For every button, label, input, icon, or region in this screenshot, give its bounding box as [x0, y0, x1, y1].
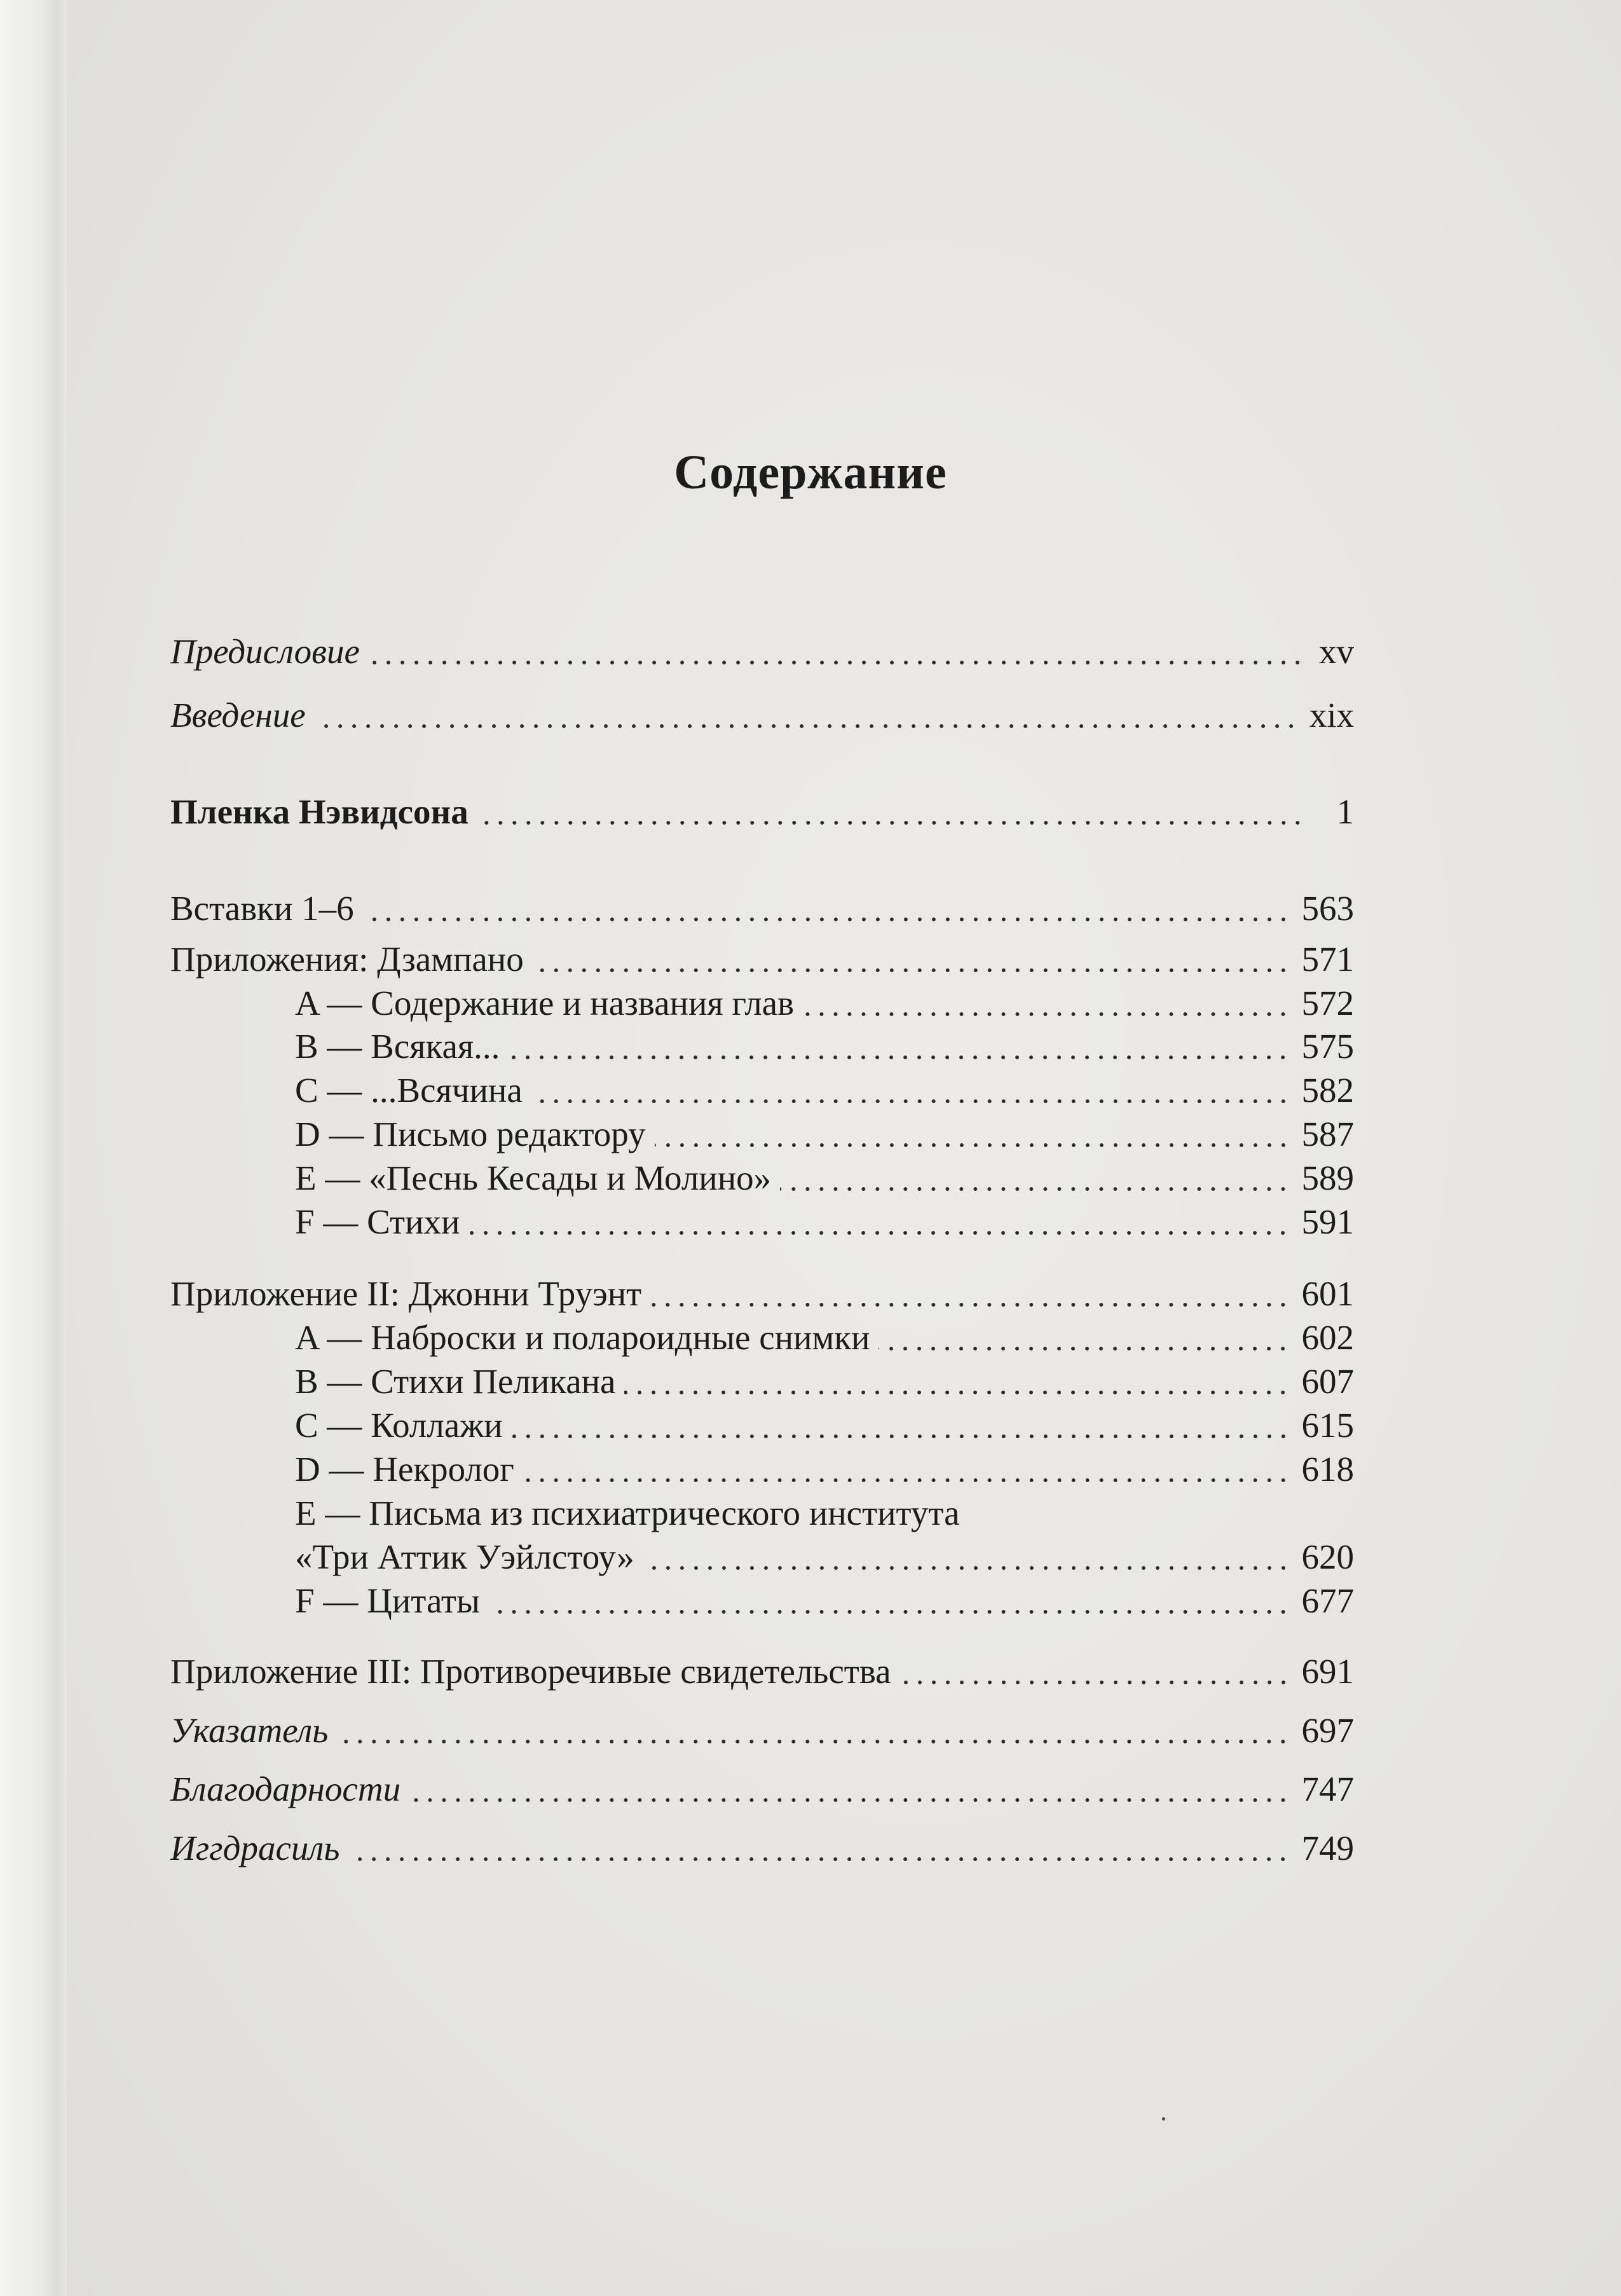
toc-entry-page: 601 [1301, 1274, 1354, 1313]
toc-entry-navidson-record[interactable] [170, 790, 1354, 834]
toc-entry-page: 572 [1301, 984, 1354, 1022]
toc-entry-page: 697 [1301, 1711, 1354, 1750]
toc-subentry[interactable] [170, 1156, 1354, 1200]
dot-leader [780, 1187, 1290, 1191]
dot-leader [489, 1610, 1290, 1614]
dot-leader [650, 1303, 1290, 1307]
paper-speck [1162, 2117, 1165, 2121]
toc-entry-preface[interactable] [170, 629, 1354, 674]
toc-entry-index[interactable] [170, 1708, 1354, 1753]
toc-subentry[interactable] [170, 1112, 1354, 1157]
toc-subentry[interactable] [170, 1403, 1354, 1448]
toc-entry-page: 1 [1336, 792, 1354, 831]
toc-subentry[interactable] [170, 1359, 1354, 1404]
toc-entry-label: Благодарности [170, 1770, 401, 1808]
toc-entry-page: xix [1309, 696, 1354, 734]
toc-entry-page: 677 [1301, 1581, 1354, 1620]
toc-subentry[interactable] [170, 1535, 1354, 1579]
toc-subentry[interactable] [170, 1200, 1354, 1244]
toc-subentry[interactable] [170, 1068, 1354, 1113]
toc-subentry[interactable] [170, 1447, 1354, 1492]
toc-entry-appendix-truant[interactable] [170, 1272, 1354, 1316]
toc-entry-page: 589 [1301, 1158, 1354, 1197]
dot-leader [624, 1391, 1290, 1394]
dot-leader [900, 1681, 1290, 1684]
toc-entry-page: 615 [1301, 1406, 1354, 1445]
dot-leader [409, 1798, 1290, 1802]
toc-entry-acknowledgments[interactable] [170, 1767, 1354, 1811]
toc-entry-page: 618 [1301, 1450, 1354, 1488]
toc-entry-page: 582 [1301, 1071, 1354, 1110]
dot-leader [803, 1012, 1290, 1016]
toc-entry-label: F — Цитаты [295, 1581, 480, 1620]
toc-entry-exhibits[interactable] [170, 886, 1354, 931]
toc-entry-page: 620 [1301, 1537, 1354, 1576]
toc-entry-appendix-zampano[interactable] [170, 937, 1354, 982]
toc-entry-appendix-contrary[interactable] [170, 1649, 1354, 1694]
toc-entry-label: Указатель [170, 1711, 329, 1750]
toc-entry-label: Вставки 1–6 [170, 889, 354, 928]
toc-entry-page: 587 [1301, 1115, 1354, 1153]
toc-entry-label: F — Стихи [295, 1202, 460, 1241]
dot-leader [523, 1478, 1290, 1482]
toc-entry-label: Введение [170, 696, 306, 734]
page-edge [0, 0, 67, 2296]
toc-entry-page: 591 [1301, 1202, 1354, 1241]
toc-subentry[interactable] [170, 1024, 1354, 1069]
toc-entry-page: 571 [1301, 940, 1354, 979]
toc-entry-label: A — Наброски и полароидные снимки [295, 1318, 870, 1357]
toc-entry-introduction[interactable] [170, 693, 1354, 738]
toc-entry-label: «Три Аттик Уэйлстоу» [295, 1537, 634, 1576]
toc-entry-page: 602 [1301, 1318, 1354, 1357]
toc-entry-yggdrasil[interactable] [170, 1826, 1354, 1871]
dot-leader [512, 1434, 1290, 1438]
dot-leader [369, 661, 1304, 664]
toc-entry-page: 691 [1301, 1652, 1354, 1691]
toc-entry-label: Пленка Нэвидсона [170, 792, 469, 831]
toc-entry-label: D — Письмо редактору [295, 1115, 646, 1153]
toc-entry-label: C — ...Всячина [295, 1071, 523, 1110]
toc-entry-label: A — Содержание и названия глав [295, 984, 795, 1022]
dot-leader [469, 1231, 1290, 1235]
toc-entry-label: B — Всякая... [295, 1027, 500, 1066]
dot-leader [509, 1055, 1290, 1059]
toc-entry-label: Приложение III: Противоречивые свидетельства [170, 1652, 891, 1691]
toc-subentry[interactable] [170, 1316, 1354, 1360]
toc-subentry[interactable] [170, 1491, 1354, 1536]
dot-leader [315, 724, 1298, 728]
dot-leader [643, 1566, 1290, 1570]
toc-entry-label: Предисловие [170, 632, 360, 671]
toc-entry-label: E — «Песнь Кесады и Молино» [295, 1158, 772, 1197]
toc-subentry[interactable] [170, 1579, 1354, 1623]
dot-leader [348, 1857, 1290, 1861]
dot-leader [363, 918, 1290, 921]
toc-subentry[interactable] [170, 981, 1354, 1026]
toc-entry-page: xv [1319, 632, 1354, 671]
toc-entry-page: 747 [1301, 1770, 1354, 1808]
toc-entry-label: B — Стихи Пеликана [295, 1362, 616, 1401]
toc-entry-page: 575 [1301, 1027, 1354, 1066]
dot-leader [533, 968, 1290, 972]
dot-leader [477, 821, 1304, 825]
dot-leader [879, 1347, 1290, 1351]
dot-leader [337, 1740, 1290, 1743]
dot-leader [655, 1143, 1290, 1147]
toc-entry-page: 749 [1301, 1829, 1354, 1867]
page-title: Содержание [674, 446, 947, 499]
toc-entry-label: E — Письма из психиатрического института [295, 1494, 960, 1532]
toc-entry-page: 563 [1301, 889, 1354, 928]
toc-entry-label: Приложение II: Джонни Труэнт [170, 1274, 642, 1313]
toc-entry-label: D — Некролог [295, 1450, 514, 1488]
toc-entry-page: 607 [1301, 1362, 1354, 1401]
dot-leader [531, 1099, 1290, 1103]
toc-entry-label: C — Коллажи [295, 1406, 503, 1445]
toc-entry-label: Иггдрасиль [170, 1829, 340, 1867]
toc-entry-label: Приложения: Дзампано [170, 940, 524, 979]
